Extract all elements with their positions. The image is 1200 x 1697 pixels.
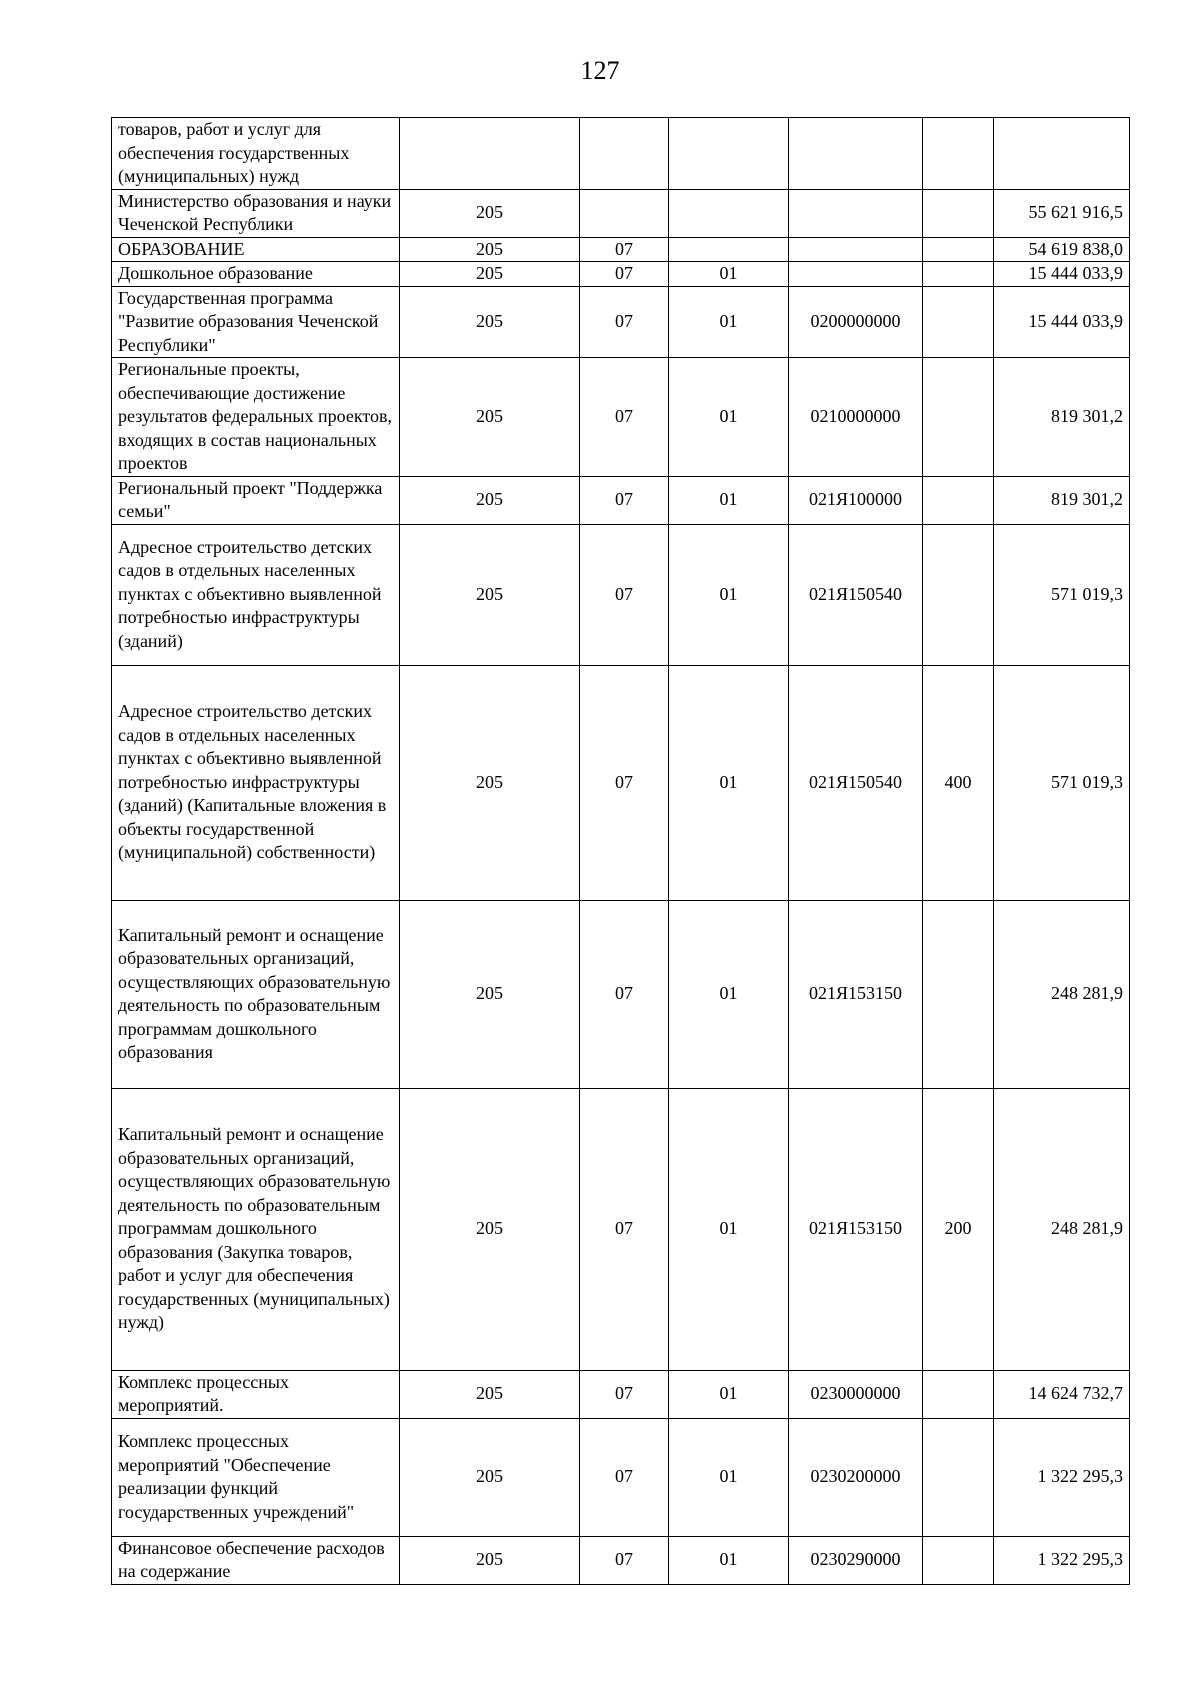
row-csr: 021Я150540	[789, 665, 923, 900]
row-rz: 07	[580, 900, 669, 1088]
row-csr: 0230200000	[789, 1418, 923, 1536]
row-pr: 01	[669, 476, 789, 524]
row-name: товаров, работ и услуг для обеспечения государственных (муниципальных) нужд	[112, 118, 400, 190]
row-vr: 200	[923, 1088, 994, 1370]
row-sum: 248 281,9	[994, 1088, 1130, 1370]
table-row	[112, 189, 1130, 237]
row-name: Финансовое обеспечение расходов на содержание	[112, 1536, 400, 1584]
row-rz: 07	[580, 262, 669, 287]
row-sum: 54 619 838,0	[994, 237, 1130, 262]
row-rz: 07	[580, 1418, 669, 1536]
row-pr	[669, 189, 789, 237]
row-pr: 01	[669, 1418, 789, 1536]
row-csr: 0230290000	[789, 1536, 923, 1584]
row-csr: 021Я153150	[789, 900, 923, 1088]
row-sum: 15 444 033,9	[994, 286, 1130, 358]
row-csr	[789, 237, 923, 262]
row-sum: 1 322 295,3	[994, 1536, 1130, 1584]
row-csr	[789, 262, 923, 287]
row-name: Капитальный ремонт и оснащение образовательных организаций, осуществляющих образовательную деятельность по образовательным программам дошкольного образования	[112, 900, 400, 1088]
row-name: Дошкольное образование	[112, 262, 400, 287]
row-sum: 819 301,2	[994, 476, 1130, 524]
row-pr: 01	[669, 1536, 789, 1584]
row-name: Адресное строительство детских садов в отдельных населенных пунктах с объективно выявленной потребностью инфраструктуры (зданий) (Капитальные вложения в объекты государственной (муниципальной) собственности)	[112, 665, 400, 900]
row-rz: 07	[580, 286, 669, 358]
row-ved: 205	[400, 1088, 580, 1370]
row-name: Капитальный ремонт и оснащение образовательных организаций, осуществляющих образовательную деятельность по образовательным программам дошкольного образования (Закупка товаров, работ и услуг для обеспечения государственных (муниципальных) нужд)	[112, 1088, 400, 1370]
row-csr	[789, 189, 923, 237]
row-name: Региональный проект "Поддержка семьи"	[112, 476, 400, 524]
row-ved: 205	[400, 524, 580, 665]
row-vr	[923, 1536, 994, 1584]
row-vr	[923, 900, 994, 1088]
row-ved: 205	[400, 189, 580, 237]
row-vr	[923, 358, 994, 477]
row-ved: 205	[400, 1370, 580, 1418]
row-ved: 205	[400, 1536, 580, 1584]
row-rz: 07	[580, 476, 669, 524]
row-vr	[923, 1370, 994, 1418]
row-rz: 07	[580, 237, 669, 262]
row-pr: 01	[669, 524, 789, 665]
row-sum: 14 624 732,7	[994, 1370, 1130, 1418]
row-rz	[580, 118, 669, 190]
row-sum	[994, 118, 1130, 190]
row-vr	[923, 476, 994, 524]
table-row	[112, 524, 1130, 665]
row-csr: 021Я100000	[789, 476, 923, 524]
row-vr	[923, 524, 994, 665]
row-rz: 07	[580, 1370, 669, 1418]
row-rz: 07	[580, 1088, 669, 1370]
row-pr: 01	[669, 1370, 789, 1418]
row-pr	[669, 118, 789, 190]
row-name: Комплекс процессных мероприятий "Обеспечение реализации функций государственных учреждений"	[112, 1418, 400, 1536]
row-name: Адресное строительство детских садов в отдельных населенных пунктах с объективно выявленной потребностью инфраструктуры (зданий)	[112, 524, 400, 665]
row-pr: 01	[669, 900, 789, 1088]
row-rz: 07	[580, 524, 669, 665]
row-pr: 01	[669, 286, 789, 358]
row-sum: 15 444 033,9	[994, 262, 1130, 287]
table-row	[112, 1536, 1130, 1584]
row-csr: 0210000000	[789, 358, 923, 477]
table-row	[112, 900, 1130, 1088]
budget-table	[111, 117, 1130, 1585]
row-vr	[923, 118, 994, 190]
table-row	[112, 358, 1130, 477]
row-pr: 01	[669, 1088, 789, 1370]
table-row	[112, 476, 1130, 524]
row-sum: 55 621 916,5	[994, 189, 1130, 237]
row-csr: 021Я153150	[789, 1088, 923, 1370]
row-name: Региональные проекты, обеспечивающие достижение результатов федеральных проектов, входящих в состав национальных проектов	[112, 358, 400, 477]
row-pr: 01	[669, 665, 789, 900]
row-vr	[923, 262, 994, 287]
row-sum: 819 301,2	[994, 358, 1130, 477]
row-vr	[923, 237, 994, 262]
row-name: Комплекс процессных мероприятий.	[112, 1370, 400, 1418]
row-csr: 0230000000	[789, 1370, 923, 1418]
row-csr	[789, 118, 923, 190]
row-pr: 01	[669, 358, 789, 477]
row-ved	[400, 118, 580, 190]
row-rz: 07	[580, 358, 669, 477]
row-sum: 571 019,3	[994, 665, 1130, 900]
table-row	[112, 286, 1130, 358]
row-ved: 205	[400, 358, 580, 477]
row-sum: 1 322 295,3	[994, 1418, 1130, 1536]
row-name: ОБРАЗОВАНИЕ	[112, 237, 400, 262]
row-vr	[923, 189, 994, 237]
table-row	[112, 1088, 1130, 1370]
page-number: 127	[580, 56, 620, 85]
row-ved: 205	[400, 286, 580, 358]
row-sum: 571 019,3	[994, 524, 1130, 665]
row-ved: 205	[400, 900, 580, 1088]
row-ved: 205	[400, 1418, 580, 1536]
row-ved: 205	[400, 476, 580, 524]
table-row	[112, 262, 1130, 287]
row-rz	[580, 189, 669, 237]
row-rz: 07	[580, 665, 669, 900]
row-sum: 248 281,9	[994, 900, 1130, 1088]
row-name: Государственная программа "Развитие образования Чеченской Республики"	[112, 286, 400, 358]
row-rz: 07	[580, 1536, 669, 1584]
row-ved: 205	[400, 237, 580, 262]
row-pr	[669, 237, 789, 262]
row-ved: 205	[400, 262, 580, 287]
row-vr: 400	[923, 665, 994, 900]
table-row	[112, 118, 1130, 190]
row-name: Министерство образования и науки Чеченской Республики	[112, 189, 400, 237]
row-ved: 205	[400, 665, 580, 900]
row-pr: 01	[669, 262, 789, 287]
table-row	[112, 665, 1130, 900]
row-csr: 021Я150540	[789, 524, 923, 665]
row-vr	[923, 1418, 994, 1536]
table-row	[112, 1370, 1130, 1418]
row-csr: 0200000000	[789, 286, 923, 358]
table-row	[112, 237, 1130, 262]
table-row	[112, 1418, 1130, 1536]
row-vr	[923, 286, 994, 358]
